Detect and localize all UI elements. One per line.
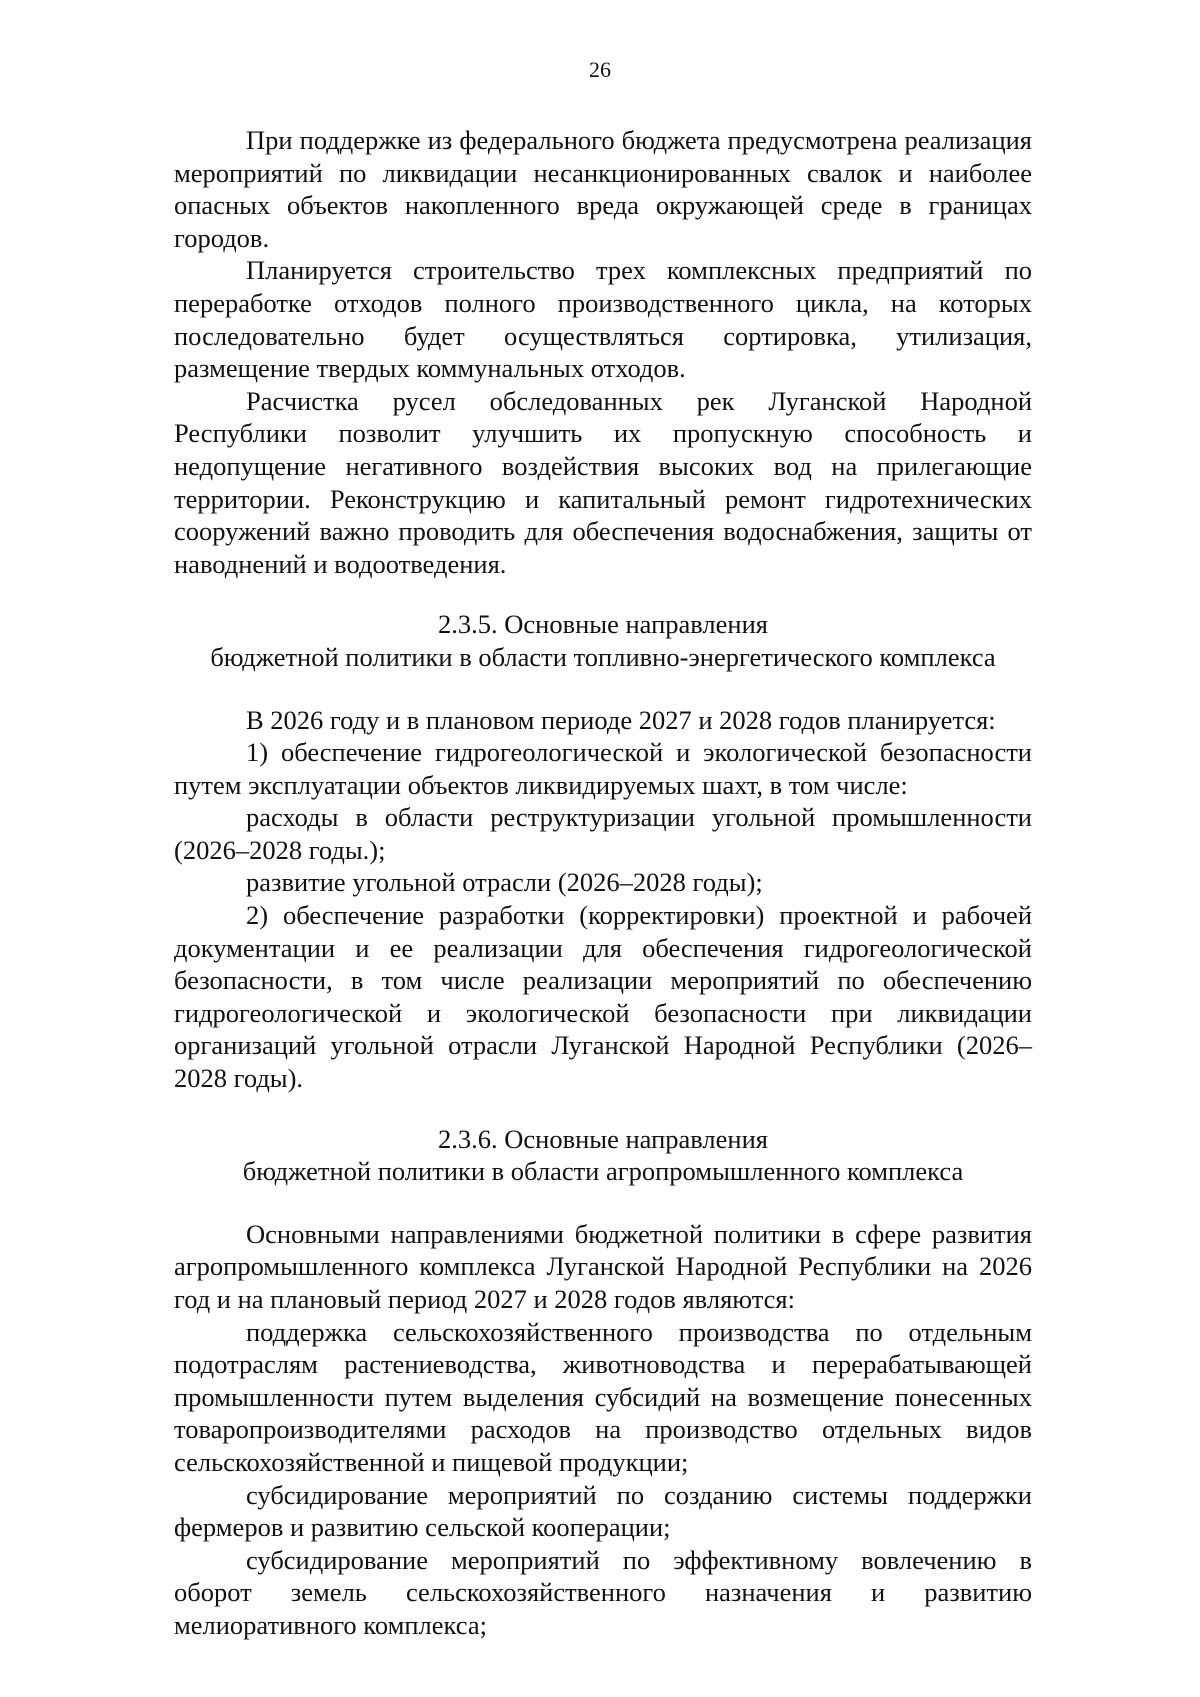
paragraph: развитие угольной отрасли (2026–2028 годы);	[246, 867, 763, 898]
section-heading-title: бюджетной политики в области топливно-энергетического комплекса	[210, 641, 996, 672]
paragraph: Расчистка русел обследованных рек Луганской Народной Республики позволит улучшить их пропускную способность и недопущение негативного воздействия высоких вод на прилегающие территории. Реконструкцию и капитальный ремонт гидротехнических сооружений важно проводить для обеспечения водоснабжения, защиты от наводнений и водоотведения.	[174, 385, 1032, 579]
paragraph: 1) обеспечение гидрогеологической и экологической безопасности путем эксплуатации объектов ликвидируемых шахт, в том числе:	[174, 737, 1032, 800]
section-heading-2-3-5	[174, 608, 1032, 673]
paragraph: расходы в области реструктуризации угольной промышленности (2026–2028 годы.);	[174, 802, 1032, 865]
paragraph: 2) обеспечение разработки (корректировки) проектной и рабочей документации и ее реализации для обеспечения гидрогеологической безопасности, в том числе реализации мероприятий по обеспечению гидрогеологической и экологической безопасности при ликвидации организаций угольной отрасли Луганской Народной Республики (2026–2028 годы).	[174, 900, 1032, 1094]
paragraph: Планируется строительство трех комплексных предприятий по переработке отходов полного производственного цикла, на которых последовательно будет осуществляться сортировка, утилизация, размещение твердых коммунальных отходов.	[174, 255, 1032, 384]
paragraph: субсидирование мероприятий по эффективному вовлечению в оборот земель сельскохозяйственного назначения и развитию мелиоративного комплекса;	[174, 1544, 1032, 1640]
section-heading-title: бюджетной политики в области агропромышленного комплекса	[242, 1156, 964, 1187]
paragraph: поддержка сельскохозяйственного производства по отдельным подотраслям растениеводства, животноводства и перерабатывающей промышленности путем выделения субсидий на возмещение понесенных товаропроизводителями расходов на производство отдельных видов сельскохозяйственной и пищевой продукции;	[174, 1316, 1032, 1477]
paragraph: Основными направлениями бюджетной политики в сфере развития агропромышленного комплекса Луганской Народной Республики на 2026 год и на плановый период 2027 и 2028 годов являются:	[174, 1218, 1032, 1314]
paragraph: При поддержке из федерального бюджета предусмотрена реализация мероприятий по ликвидации несанкционированных свалок и наиболее опасных объектов накопленного вреда окружающей среде в границах городов.	[174, 125, 1032, 253]
section-heading-2-3-6	[174, 1123, 1032, 1188]
section-heading-number: 2.3.6. Основные направления	[438, 1123, 768, 1154]
page-number: 26	[589, 57, 611, 82]
paragraph: субсидирование мероприятий по созданию системы поддержки фермеров и развитию сельской кооперации;	[174, 1479, 1032, 1543]
paragraph: В 2026 году и в плановом периоде 2027 и 2028 годов планируется:	[246, 704, 996, 735]
document-body	[174, 124, 1032, 1642]
section-heading-number: 2.3.5. Основные направления	[438, 609, 768, 640]
